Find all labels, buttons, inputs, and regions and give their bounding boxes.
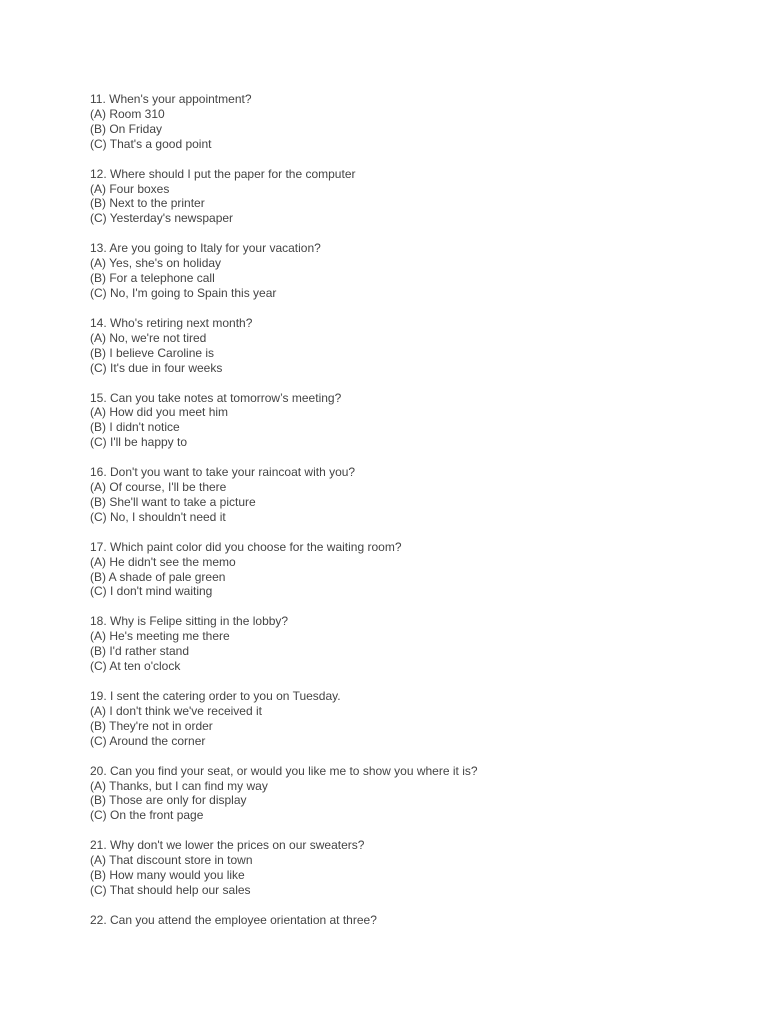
- option-b: (B) How many would you like: [90, 868, 245, 883]
- question-prompt: 20. Can you find your seat, or would you like me to show you where it is?: [90, 763, 478, 778]
- question-11: [90, 92, 750, 152]
- option-c: (C) At ten o'clock: [90, 659, 181, 674]
- option-b: (B) Those are only for display: [90, 793, 247, 808]
- option-a: (A) No, we're not tired: [90, 330, 207, 345]
- option-a: (A) Thanks, but I can find my way: [90, 778, 268, 793]
- option-b: (B) I believe Caroline is: [90, 345, 215, 360]
- option-c: (C) No, I'm going to Spain this year: [90, 285, 277, 300]
- option-c: (C) I don't mind waiting: [90, 584, 213, 599]
- option-b: (B) I didn't notice: [90, 420, 180, 435]
- option-a: (A) He didn't see the memo: [90, 554, 236, 569]
- question-prompt: 14. Who's retiring next month?: [90, 315, 253, 330]
- question-16: [90, 465, 750, 525]
- option-b: (B) On Friday: [90, 121, 163, 136]
- question-prompt: 18. Why is Felipe sitting in the lobby?: [90, 614, 289, 629]
- option-c: (C) That's a good point: [90, 136, 212, 151]
- question-prompt: 21. Why don't we lower the prices on our sweaters?: [90, 838, 365, 853]
- option-c: (C) On the front page: [90, 808, 204, 823]
- option-b: (B) She'll want to take a picture: [90, 494, 256, 509]
- question-prompt: 12. Where should I put the paper for the computer: [90, 166, 356, 181]
- option-c: (C) That should help our sales: [90, 882, 251, 897]
- option-c: (C) I'll be happy to: [90, 435, 188, 450]
- question-prompt: 13. Are you going to Italy for your vacation?: [90, 241, 321, 256]
- question-14: [90, 316, 750, 376]
- question-20: [90, 764, 750, 824]
- option-c: (C) No, I shouldn't need it: [90, 509, 226, 524]
- question-12: [90, 167, 750, 227]
- question-21: [90, 838, 750, 898]
- option-a: (A) How did you meet him: [90, 405, 229, 420]
- option-a: (A) That discount store in town: [90, 853, 253, 868]
- option-b: (B) They're not in order: [90, 718, 213, 733]
- option-c: (C) Yesterday's newspaper: [90, 211, 234, 226]
- option-a: (A) He's meeting me there: [90, 629, 230, 644]
- option-b: (B) I'd rather stand: [90, 644, 189, 659]
- question-15: [90, 391, 750, 451]
- option-b: (B) Next to the printer: [90, 196, 205, 211]
- option-a: (A) Room 310: [90, 106, 165, 121]
- option-a: (A) Of course, I'll be there: [90, 480, 227, 495]
- question-prompt: 17. Which paint color did you choose for the waiting room?: [90, 539, 402, 554]
- option-a: (A) I don't think we've received it: [90, 703, 262, 718]
- question-prompt: 22. Can you attend the employee orientation at three?: [90, 912, 377, 927]
- option-b: (B) A shade of pale green: [90, 569, 226, 584]
- question-prompt: 16. Don't you want to take your raincoat with you?: [90, 465, 356, 480]
- document-page: [90, 92, 750, 943]
- option-c: (C) Around the corner: [90, 733, 206, 748]
- question-prompt: 11. When's your appointment?: [90, 92, 252, 106]
- question-17: [90, 540, 750, 600]
- question-18: [90, 614, 750, 674]
- question-prompt: 19. I sent the catering order to you on Tuesday.: [90, 689, 341, 703]
- option-a: (A) Yes, she's on holiday: [90, 256, 222, 271]
- question-19: [90, 689, 750, 749]
- question-13: [90, 241, 750, 301]
- option-b: (B) For a telephone call: [90, 271, 215, 286]
- option-a: (A) Four boxes: [90, 181, 170, 196]
- question-22: [90, 913, 750, 928]
- option-c: (C) It's due in four weeks: [90, 360, 223, 375]
- question-prompt: 15. Can you take notes at tomorrow’s meeting?: [90, 390, 342, 405]
